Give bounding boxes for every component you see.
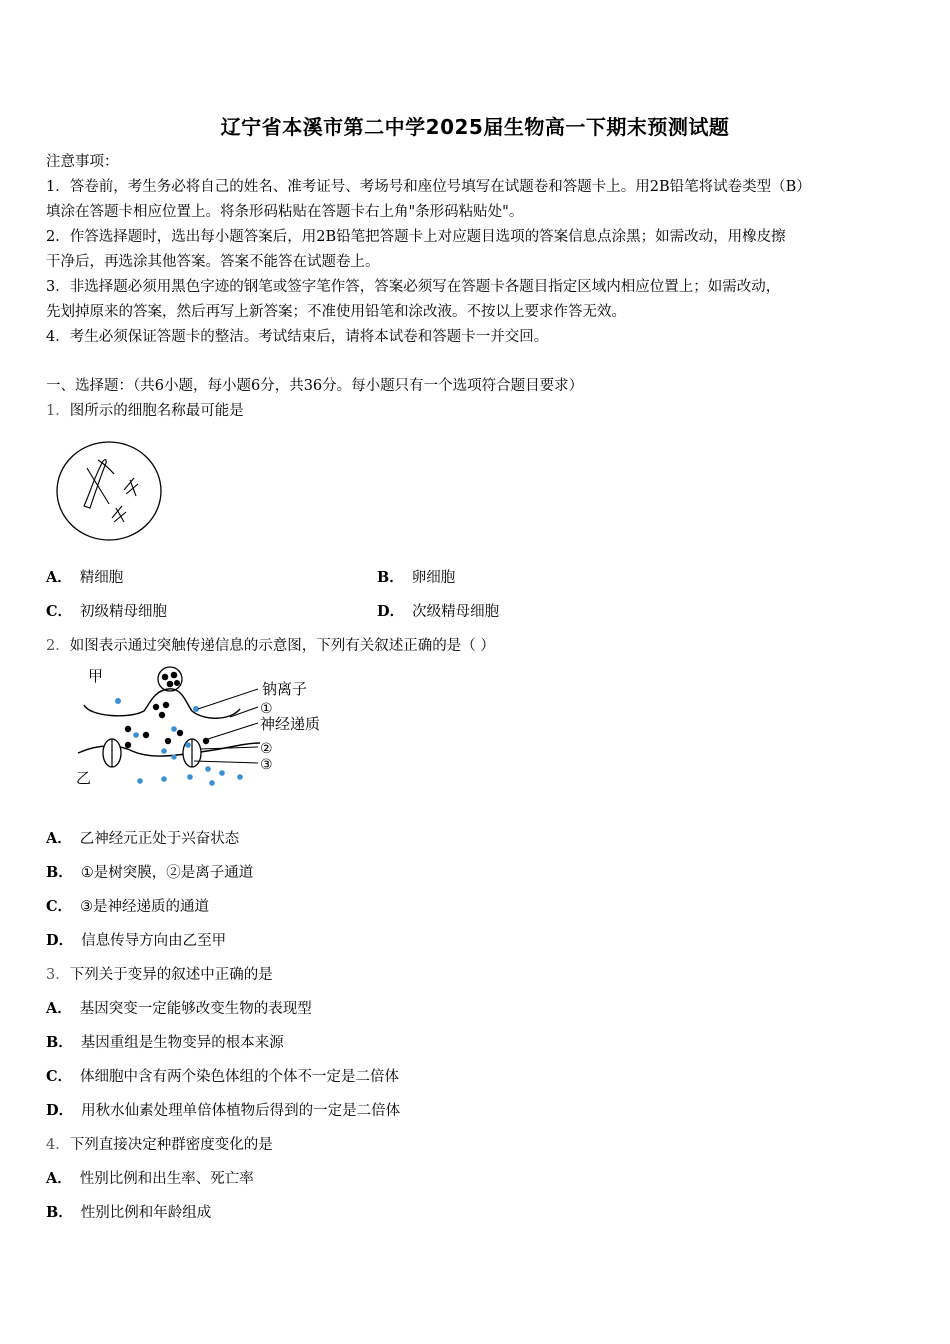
question-1 xyxy=(46,401,244,421)
option-text: 基因突变一定能够改变生物的表现型 xyxy=(79,1001,312,1017)
question-number: 2． xyxy=(46,638,70,654)
label-2: ② xyxy=(260,741,273,757)
option-text: 性别比例和年龄组成 xyxy=(80,1205,212,1221)
option-letter: D． xyxy=(377,603,405,620)
option-letter: A． xyxy=(46,1000,72,1017)
notice-line: 2．作答选择题时，选出每小题答案后，用2B铅笔把答题卡上对应题目选项的答案信息点涂黑；如需改动，用橡皮擦 xyxy=(46,229,786,245)
question-2 xyxy=(46,636,495,656)
option-d[interactable] xyxy=(46,931,226,951)
option-text: 卵细胞 xyxy=(411,570,456,586)
option-b[interactable] xyxy=(46,1203,211,1223)
question-4 xyxy=(46,1135,273,1155)
option-a[interactable] xyxy=(46,1169,254,1189)
option-letter: C． xyxy=(46,898,73,915)
option-text: ①是树突膜，②是离子通道 xyxy=(80,865,254,881)
option-b[interactable] xyxy=(46,863,253,883)
option-text: 初级精母细胞 xyxy=(80,604,168,620)
option-text: 次级精母细胞 xyxy=(412,604,500,620)
notice-line: 先划掉原来的答案，然后再写上新答案；不准使用铅笔和涂改液。不按以上要求作答无效。 xyxy=(46,304,626,320)
option-letter: D． xyxy=(46,932,74,949)
option-text: 性别比例和出生率、死亡率 xyxy=(79,1171,254,1187)
option-b[interactable] xyxy=(377,568,455,588)
option-letter: A． xyxy=(46,1170,72,1187)
question-stem: 下列直接决定种群密度变化的是 xyxy=(69,1137,273,1153)
option-letter: D． xyxy=(46,1102,74,1119)
label-yi: 乙 xyxy=(76,769,92,787)
option-letter: B． xyxy=(46,1034,73,1051)
option-text: ③是神经递质的通道 xyxy=(80,899,210,915)
option-text: 基因重组是生物变异的根本来源 xyxy=(80,1035,284,1051)
question-stem: 如图表示通过突触传递信息的示意图，下列有关叙述正确的是（ ） xyxy=(69,638,495,654)
notice-line: 填涂在答题卡相应位置上。将条形码粘贴在答题卡右上角"条形码粘贴处"。 xyxy=(46,204,524,220)
option-letter: B． xyxy=(46,864,73,881)
question-number: 1． xyxy=(46,403,70,419)
label-jia: 甲 xyxy=(88,667,104,685)
option-c[interactable] xyxy=(46,897,209,917)
question-number: 4． xyxy=(46,1137,70,1153)
option-text: 信息传导方向由乙至甲 xyxy=(81,933,227,949)
cell-figure xyxy=(54,438,166,544)
page-title: 辽宁省本溪市第二中学2025届生物高一下期末预测试题 xyxy=(220,115,730,139)
question-stem: 图所示的细胞名称最可能是 xyxy=(69,403,244,419)
option-b[interactable] xyxy=(46,1033,284,1053)
notice-line: 干净后，再选涂其他答案。答案不能答在试题卷上。 xyxy=(46,254,380,270)
option-letter: C． xyxy=(46,1068,73,1085)
option-text: 精细胞 xyxy=(79,570,124,586)
notice-line: 4．考生必须保证答题卡的整洁。考试结束后，请将本试卷和答题卡一并交回。 xyxy=(46,329,549,345)
option-letter: B． xyxy=(46,1204,73,1221)
option-letter: B． xyxy=(377,569,404,586)
synapse-figure xyxy=(70,665,360,795)
label-3: ③ xyxy=(260,757,273,773)
notice-heading: 注意事项： xyxy=(46,154,119,170)
option-d[interactable] xyxy=(46,1101,400,1121)
option-c[interactable] xyxy=(46,602,167,622)
option-letter: C． xyxy=(46,603,73,620)
option-a[interactable] xyxy=(46,999,312,1019)
notice-line: 3．非选择题必须用黑色字迹的钢笔或签字笔作答，答案必须写在答题卡各题目指定区域内相应位置上；如需改动， xyxy=(46,279,781,295)
label-sodium: 钠离子 xyxy=(262,680,308,698)
option-letter: A． xyxy=(46,569,72,586)
option-a[interactable] xyxy=(46,568,123,588)
question-stem: 下列关于变异的叙述中正确的是 xyxy=(69,967,273,983)
label-neurotransmitter: 神经递质 xyxy=(260,715,321,733)
option-text: 用秋水仙素处理单倍体植物后得到的一定是二倍体 xyxy=(81,1103,401,1119)
option-c[interactable] xyxy=(46,1067,399,1087)
option-letter: A． xyxy=(46,830,72,847)
option-a[interactable] xyxy=(46,829,239,849)
option-text: 体细胞中含有两个染色体组的个体不一定是二倍体 xyxy=(80,1069,400,1085)
option-text: 乙神经元正处于兴奋状态 xyxy=(79,831,240,847)
label-1: ① xyxy=(260,701,273,717)
notice-line: 1．答卷前，考生务必将自己的姓名、准考证号、考场号和座位号填写在试题卷和答题卡上。用2B铅笔将试卷类型（B） xyxy=(46,179,811,195)
question-3 xyxy=(46,965,273,985)
option-d[interactable] xyxy=(377,602,499,622)
question-number: 3． xyxy=(46,967,70,983)
section-heading: 一、选择题：（共6小题，每小题6分，共36分。每小题只有一个选项符合题目要求） xyxy=(46,378,584,394)
